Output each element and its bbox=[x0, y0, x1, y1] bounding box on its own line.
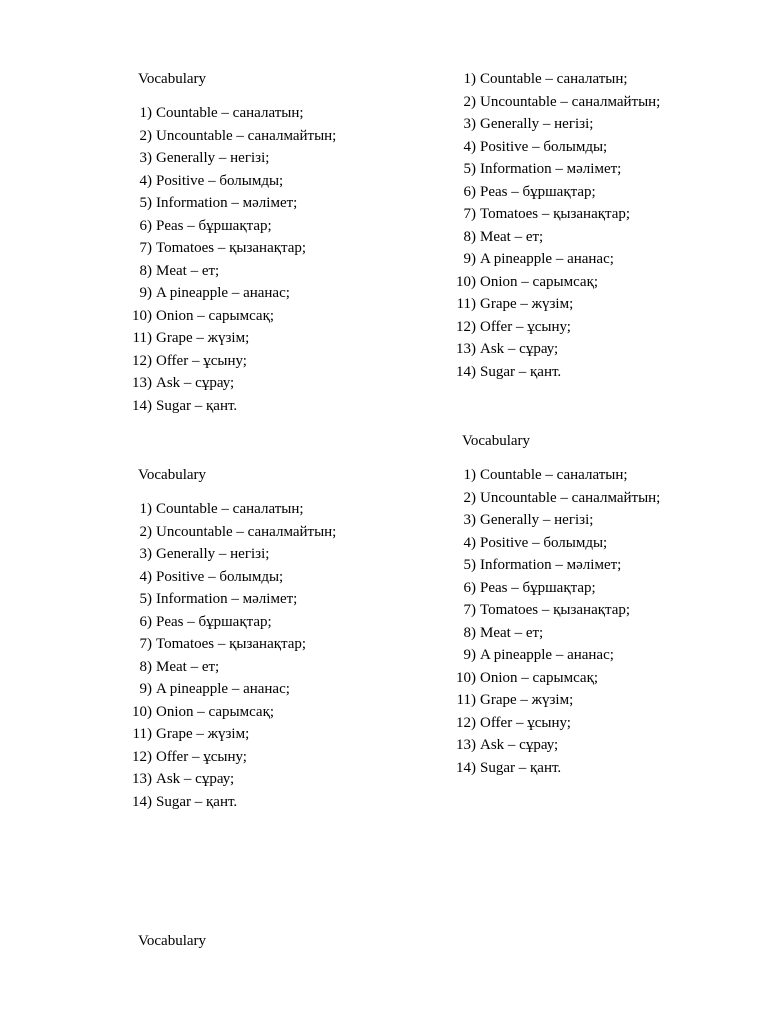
item-number: 2) bbox=[463, 93, 476, 110]
item-term: Offer – ұсыну; bbox=[156, 352, 247, 369]
item-number: 6) bbox=[139, 217, 152, 234]
item-term: Uncountable – саналмайтын; bbox=[156, 523, 337, 540]
item-term: Onion – сарымсақ; bbox=[156, 703, 275, 720]
item-term: Positive – болымды; bbox=[156, 172, 284, 189]
item-term: Peas – бұршақтар; bbox=[480, 183, 596, 200]
item-term: Positive – болымды; bbox=[480, 534, 608, 551]
item-term: Ask – сұрау; bbox=[156, 375, 235, 391]
item-number: 14) bbox=[132, 793, 152, 810]
item-term: Generally – негізі; bbox=[480, 116, 594, 132]
block-title: Vocabulary bbox=[462, 433, 531, 449]
item-term: Offer – ұсыну; bbox=[480, 714, 571, 731]
block-title: Vocabulary bbox=[138, 71, 207, 87]
item-number: 13) bbox=[132, 375, 152, 391]
item-term: Grape – жүзім; bbox=[156, 330, 250, 346]
item-number: 1) bbox=[463, 467, 476, 483]
item-number: 1) bbox=[463, 71, 476, 87]
item-term: Countable – саналатын; bbox=[480, 467, 628, 483]
item-term: Tomatoes – қызанақтар; bbox=[156, 240, 307, 256]
item-number: 5) bbox=[139, 591, 152, 607]
item-number: 6) bbox=[463, 183, 476, 200]
item-term: Ask – сұрау; bbox=[480, 341, 559, 357]
item-number: 4) bbox=[463, 138, 476, 155]
item-number: 12) bbox=[132, 352, 152, 369]
item-term: A pineapple – ананас; bbox=[156, 285, 290, 301]
item-number: 9) bbox=[463, 251, 476, 267]
item-term: Tomatoes – қызанақтар; bbox=[480, 206, 631, 222]
item-term: Sugar – қант. bbox=[156, 793, 238, 810]
item-term: Sugar – қант. bbox=[480, 759, 562, 776]
item-term: Generally – негізі; bbox=[156, 546, 270, 562]
item-term: A pineapple – ананас; bbox=[480, 647, 614, 663]
item-term: Countable – саналатын; bbox=[480, 71, 628, 87]
item-number: 13) bbox=[456, 341, 476, 357]
item-number: 9) bbox=[463, 647, 476, 663]
item-number: 13) bbox=[132, 771, 152, 787]
item-number: 13) bbox=[456, 737, 476, 753]
item-term: Ask – сұрау; bbox=[480, 737, 559, 753]
item-number: 12) bbox=[456, 714, 476, 731]
item-number: 5) bbox=[463, 557, 476, 573]
item-term: Uncountable – саналмайтын; bbox=[480, 93, 661, 110]
item-term: Grape – жүзім; bbox=[480, 296, 574, 312]
item-number: 3) bbox=[463, 116, 476, 132]
item-number: 6) bbox=[463, 579, 476, 596]
item-number: 9) bbox=[139, 285, 152, 301]
item-term: Uncountable – саналмайтын; bbox=[156, 127, 337, 144]
item-term: Sugar – қант. bbox=[156, 397, 238, 414]
item-number: 11) bbox=[456, 296, 476, 312]
item-term: Generally – негізі; bbox=[156, 150, 270, 166]
item-number: 7) bbox=[463, 602, 476, 618]
item-number: 8) bbox=[139, 658, 152, 675]
item-number: 7) bbox=[463, 206, 476, 222]
item-term: Ask – сұрау; bbox=[156, 771, 235, 787]
item-number: 10) bbox=[132, 307, 152, 324]
item-number: 8) bbox=[463, 228, 476, 245]
item-number: 4) bbox=[139, 172, 152, 189]
item-number: 12) bbox=[132, 748, 152, 765]
item-term: Information – мәлімет; bbox=[156, 591, 298, 607]
item-term: Meat – ет; bbox=[156, 658, 220, 675]
item-number: 1) bbox=[139, 105, 152, 121]
item-term: Onion – сарымсақ; bbox=[480, 273, 599, 290]
item-term: Onion – сарымсақ; bbox=[156, 307, 275, 324]
item-number: 2) bbox=[139, 127, 152, 144]
item-number: 11) bbox=[456, 692, 476, 708]
item-term: Meat – ет; bbox=[480, 624, 544, 641]
item-term: Peas – бұршақтар; bbox=[156, 613, 272, 630]
item-term: Grape – жүзім; bbox=[480, 692, 574, 708]
item-term: Information – мәлімет; bbox=[480, 557, 622, 573]
item-number: 7) bbox=[139, 240, 152, 256]
item-term: Grape – жүзім; bbox=[156, 726, 250, 742]
item-term: Offer – ұсыну; bbox=[480, 318, 571, 335]
item-term: Peas – бұршақтар; bbox=[156, 217, 272, 234]
item-number: 1) bbox=[139, 501, 152, 517]
item-number: 2) bbox=[463, 489, 476, 506]
item-term: Uncountable – саналмайтын; bbox=[480, 489, 661, 506]
item-number: 11) bbox=[132, 330, 152, 346]
item-number: 7) bbox=[139, 636, 152, 652]
item-number: 3) bbox=[463, 512, 476, 528]
item-number: 2) bbox=[139, 523, 152, 540]
item-number: 12) bbox=[456, 318, 476, 335]
item-number: 5) bbox=[463, 161, 476, 177]
item-term: Generally – негізі; bbox=[480, 512, 594, 528]
item-term: Sugar – қант. bbox=[480, 363, 562, 380]
item-number: 14) bbox=[456, 759, 476, 776]
item-term: Meat – ет; bbox=[156, 262, 220, 279]
item-number: 6) bbox=[139, 613, 152, 630]
item-term: Information – мәлімет; bbox=[156, 195, 298, 211]
item-term: Onion – сарымсақ; bbox=[480, 669, 599, 686]
item-number: 4) bbox=[139, 568, 152, 585]
item-term: Positive – болымды; bbox=[480, 138, 608, 155]
item-number: 8) bbox=[463, 624, 476, 641]
item-number: 14) bbox=[132, 397, 152, 414]
item-number: 4) bbox=[463, 534, 476, 551]
item-number: 10) bbox=[132, 703, 152, 720]
item-term: A pineapple – ананас; bbox=[480, 251, 614, 267]
item-number: 9) bbox=[139, 681, 152, 697]
item-number: 11) bbox=[132, 726, 152, 742]
item-term: Information – мәлімет; bbox=[480, 161, 622, 177]
item-term: A pineapple – ананас; bbox=[156, 681, 290, 697]
item-term: Tomatoes – қызанақтар; bbox=[480, 602, 631, 618]
item-term: Countable – саналатын; bbox=[156, 501, 304, 517]
item-number: 3) bbox=[139, 546, 152, 562]
item-term: Offer – ұсыну; bbox=[156, 748, 247, 765]
item-number: 10) bbox=[456, 273, 476, 290]
item-term: Meat – ет; bbox=[480, 228, 544, 245]
item-term: Positive – болымды; bbox=[156, 568, 284, 585]
item-number: 8) bbox=[139, 262, 152, 279]
item-term: Tomatoes – қызанақтар; bbox=[156, 636, 307, 652]
block-title: Vocabulary bbox=[138, 467, 207, 483]
item-number: 5) bbox=[139, 195, 152, 211]
item-term: Peas – бұршақтар; bbox=[480, 579, 596, 596]
item-number: 10) bbox=[456, 669, 476, 686]
item-number: 3) bbox=[139, 150, 152, 166]
item-term: Countable – саналатын; bbox=[156, 105, 304, 121]
item-number: 14) bbox=[456, 363, 476, 380]
block-title: Vocabulary bbox=[138, 933, 207, 949]
